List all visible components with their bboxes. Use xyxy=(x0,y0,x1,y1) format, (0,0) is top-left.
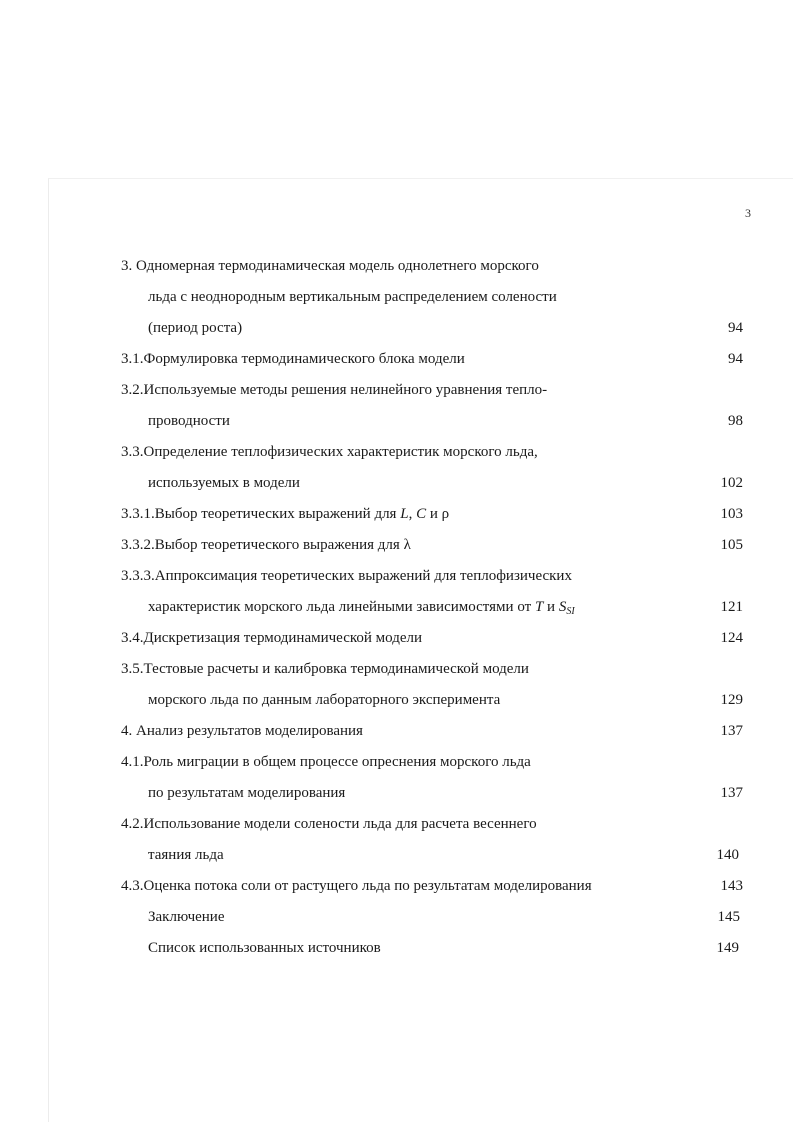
symbol-S: S xyxy=(558,599,567,615)
toc-entry-3-2-line2: проводности xyxy=(148,413,230,429)
toc-entry-3-2-line1: 3.2.Используемые методы решения нелинейного уравнения тепло- xyxy=(121,382,548,398)
toc-entry-3-line2: льда с неоднородным вертикальным распределением солености xyxy=(148,289,557,305)
toc-entry-3-5-line1: 3.5.Тестовые расчеты и калибровка термодинамической модели xyxy=(121,661,529,677)
page-number: 3 xyxy=(745,206,751,220)
symbol-L: L xyxy=(400,506,409,522)
toc-entry-3-5-page: 129 xyxy=(720,692,743,708)
toc-entry-3-3-1-page: 103 xyxy=(720,506,743,522)
toc-entry-3-page: 94 xyxy=(728,320,743,336)
toc-entry-4-page: 137 xyxy=(720,723,743,739)
toc-entry-conclusion: Заключение xyxy=(148,909,225,925)
toc-entry-4-3-page: 143 xyxy=(720,878,743,894)
conjunction: и xyxy=(426,506,442,522)
toc-entry-3-3-1 xyxy=(121,504,449,524)
toc-entry-3-line3: (период роста) xyxy=(148,320,243,336)
toc-entry-3-3-3-line1: 3.3.3.Аппроксимация теоретических выражений для теплофизических xyxy=(121,568,572,584)
toc-entry-4: 4. Анализ результатов моделирования xyxy=(121,723,363,739)
toc-entry-3-3-2-page: 105 xyxy=(720,537,743,553)
symbol-lambda: λ xyxy=(403,537,411,553)
symbol-C: C xyxy=(416,506,427,522)
toc-entry-3-3-line1: 3.3.Определение теплофизических характеристик морского льда, xyxy=(121,444,538,460)
comma: , xyxy=(408,506,417,522)
symbol-S-subscript: SI xyxy=(566,606,575,617)
symbol-T: T xyxy=(534,599,544,615)
toc-entry-4-2-line1: 4.2.Использование модели солености льда для расчета весеннего xyxy=(121,816,537,832)
toc-entry-conclusion-page: 145 xyxy=(717,909,740,925)
toc-entry-3-3-line2: используемых в модели xyxy=(148,475,300,491)
toc-entry-3-1-page: 94 xyxy=(728,351,743,367)
toc-entry-3-3-2-text: 3.3.2.Выбор теоретического выражения для xyxy=(121,537,404,553)
toc-entry-3-3-3-page: 121 xyxy=(720,599,743,615)
toc-entry-4-1-line1: 4.1.Роль миграции в общем процессе опреснения морского льда xyxy=(121,754,531,770)
toc-entry-references: Список использованных источников xyxy=(148,940,381,956)
toc-entry-3-line1: 3. Одномерная термодинамическая модель однолетнего морского xyxy=(121,258,539,274)
toc-entry-4-3: 4.3.Оценка потока соли от растущего льда по результатам моделирования xyxy=(121,878,592,894)
toc-entry-3-3-page: 102 xyxy=(720,475,743,491)
toc-entry-3-3-3-line2 xyxy=(148,597,575,617)
symbol-rho: ρ xyxy=(441,506,450,522)
toc-entry-3-1: 3.1.Формулировка термодинамического блока модели xyxy=(121,351,465,367)
toc-entry-4-2-page: 140 xyxy=(716,847,739,863)
toc-entry-4-1-page: 137 xyxy=(720,785,743,801)
toc-entry-4-1-line2: по результатам моделирования xyxy=(148,785,346,801)
toc-entry-references-page: 149 xyxy=(716,940,739,956)
toc-entry-3-4: 3.4.Дискретизация термодинамической модели xyxy=(121,630,423,646)
toc-entry-3-3-1-text: 3.3.1.Выбор теоретических выражений для xyxy=(121,506,401,522)
toc-entry-3-5-line2: морского льда по данным лабораторного эксперимента xyxy=(148,692,501,708)
conjunction: и xyxy=(543,599,559,615)
toc-entry-3-3-3-text: характеристик морского льда линейными зависимостями от xyxy=(148,599,535,615)
toc-entry-3-2-page: 98 xyxy=(728,413,743,429)
toc-entry-4-2-line2: таяния льда xyxy=(148,847,224,863)
toc-entry-3-4-page: 124 xyxy=(720,630,743,646)
toc-entry-3-3-2 xyxy=(121,535,411,555)
